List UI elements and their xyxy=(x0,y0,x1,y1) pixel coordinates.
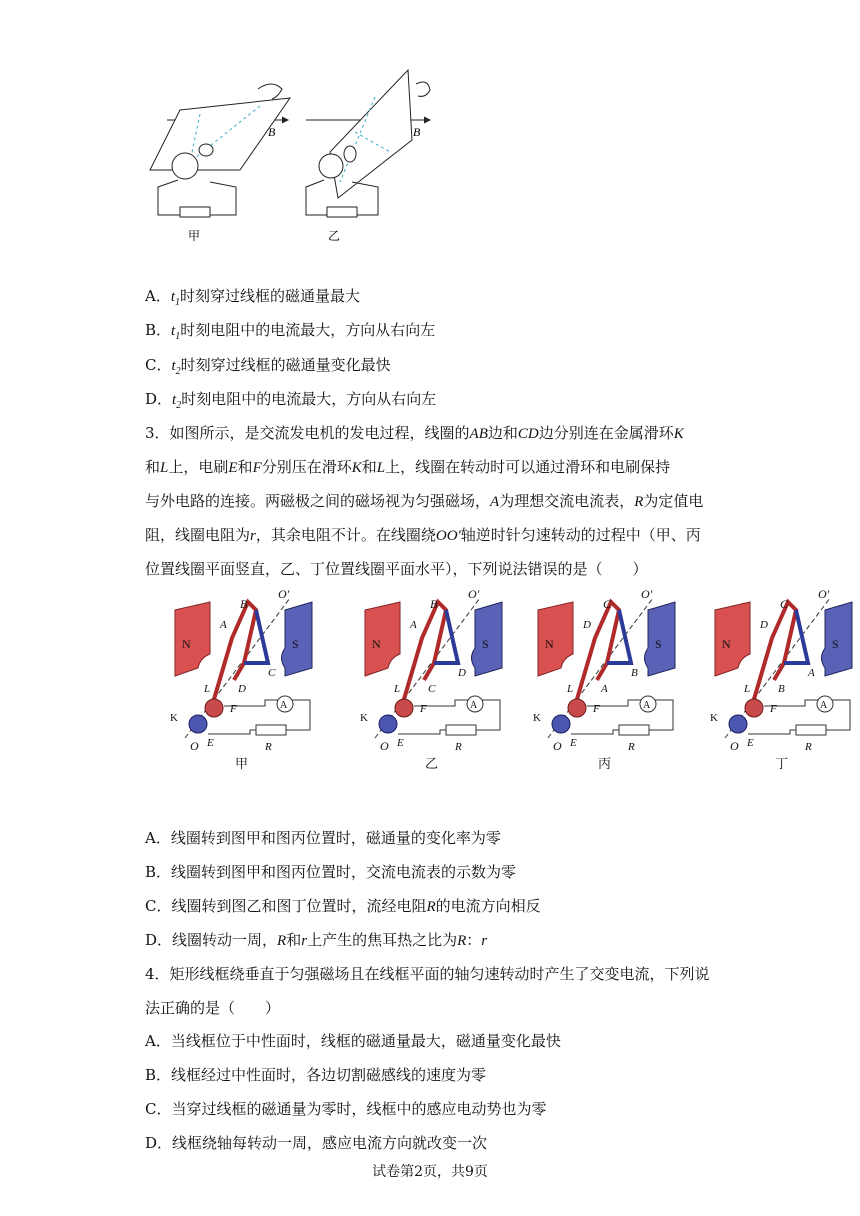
q3-option-c: C．线圈转到图乙和图丁位置时，流经电阻R的电流方向相反 xyxy=(145,897,541,915)
brush-label-e: E xyxy=(570,737,577,749)
generator-positions-figure xyxy=(160,588,860,778)
coil-label-right: D xyxy=(458,667,466,679)
generator-panel-4 xyxy=(710,588,852,771)
q3-stem-line-1: 3．如图所示，是交流发电机的发电过程，线圈的AB边和CD边分别连在金属滑环K xyxy=(145,424,684,442)
panel-caption: 丙 xyxy=(598,756,612,771)
coil-label-bottom: A xyxy=(601,683,608,695)
coil-red xyxy=(575,602,619,706)
coil-label-left: D xyxy=(583,619,591,631)
resistor xyxy=(446,725,476,735)
sketch-yi xyxy=(306,70,430,217)
ammeter-label: A xyxy=(280,700,288,711)
slip-ring-k xyxy=(379,715,397,733)
q2-option-d: D．$t_2$时刻电阻中的电流最大，方向从右向左 xyxy=(145,390,437,411)
generator-sketch-figure xyxy=(140,62,440,247)
resistor xyxy=(256,725,286,735)
magnet-n-label: N xyxy=(545,637,554,651)
q4-option-c: C．当穿过线框的磁通量为零时，线框中的感应电动势也为零 xyxy=(145,1100,547,1118)
coil-label-top: C xyxy=(780,597,789,611)
ring-label-l: L xyxy=(204,683,211,695)
brush-label-f: F xyxy=(420,703,427,715)
axis-label-o-prime: O′ xyxy=(278,588,290,601)
brush-label-e: E xyxy=(397,737,404,749)
ring-label-l: L xyxy=(744,683,751,695)
coil-label-bottom: B xyxy=(778,683,785,695)
ring-label-k: K xyxy=(360,712,368,724)
q3-stem-line-3: 与外电路的连接。两磁极之间的磁场视为匀强磁场，A为理想交流电流表，R为定值电 xyxy=(145,492,704,510)
sketch-jia xyxy=(150,84,290,217)
resistor-label: R xyxy=(455,741,462,753)
q3-option-d: D．线圈转动一周，R和r上产生的焦耳热之比为R：r xyxy=(145,931,488,949)
resistor-label: R xyxy=(628,741,635,753)
axis-label-o-prime: O′ xyxy=(468,588,480,601)
brush-label-e: E xyxy=(207,737,214,749)
coil-label-bottom: C xyxy=(428,683,436,695)
generator-panel-3 xyxy=(533,588,675,771)
coil-label-left: D xyxy=(760,619,768,631)
resistor-label: R xyxy=(805,741,812,753)
coil-label-left: A xyxy=(220,619,227,631)
q3-option-b: B．线圈转到图甲和图丙位置时，交流电流表的示数为零 xyxy=(145,863,517,881)
coil-red xyxy=(402,602,446,706)
q4-stem-line-1: 4．矩形线框绕垂直于匀强磁场且在线框平面的轴匀速转动时产生了交变电流，下列说 xyxy=(145,965,710,983)
coil-label-right: A xyxy=(808,667,815,679)
caption-yi: 乙 xyxy=(328,229,341,243)
q4-option-b: B．线框经过中性面时，各边切割磁感线的速度为零 xyxy=(145,1066,487,1084)
ring-label-k: K xyxy=(533,712,541,724)
resistor-label: R xyxy=(265,741,272,753)
q4-option-d: D．线框绕轴每转动一周，感应电流方向就改变一次 xyxy=(145,1134,488,1152)
ammeter-label: A xyxy=(643,700,651,711)
magnet-n-label: N xyxy=(722,637,731,651)
generator-panel-2 xyxy=(360,588,502,771)
ammeter-label: A xyxy=(820,700,828,711)
magnet-n-label: N xyxy=(372,637,381,651)
ring-label-k: K xyxy=(170,712,178,724)
panel-caption: 甲 xyxy=(235,756,249,771)
magnet-s-label: S xyxy=(655,637,662,651)
magnet-n-label: N xyxy=(182,637,191,651)
coil-label-bottom: D xyxy=(238,683,246,695)
q3-stem-line-4: 阻，线圈电阻为r，其余电阻不计。在线圈绕OO'轴逆时针匀速转动的过程中（甲、丙 xyxy=(145,526,701,544)
q4-stem-line-2: 法正确的是（ ） xyxy=(145,999,281,1017)
slip-ring-k xyxy=(189,715,207,733)
axis-label-o: O xyxy=(380,739,389,753)
q3-option-a: A．线圈转到图甲和图丙位置时，磁通量的变化率为零 xyxy=(145,829,501,847)
axis-label-o-prime: O′ xyxy=(641,588,653,601)
panel-caption: 丁 xyxy=(775,756,789,771)
q2-option-a: A．$t_1$时刻穿过线框的磁通量最大 xyxy=(145,287,361,308)
brush-label-e: E xyxy=(747,737,754,749)
slip-ring-l xyxy=(395,699,413,717)
coil-label-right: C xyxy=(268,667,276,679)
ring-label-l: L xyxy=(394,683,401,695)
axis-label-o: O xyxy=(730,739,739,753)
q2-option-c: C．$t_2$时刻穿过线框的磁通量变化最快 xyxy=(145,356,391,377)
page-footer: 试卷第2页，共9页 xyxy=(372,1164,488,1180)
coil-label-top: C xyxy=(603,597,612,611)
slip-ring-l xyxy=(745,699,763,717)
panel-caption: 乙 xyxy=(425,756,439,771)
coil-label-right: B xyxy=(631,667,638,679)
magnet-s-label: S xyxy=(292,637,299,651)
q3-stem-line-2: 和L上，电刷E和F分别压在滑环K和L上，线圈在转动时可以通过滑环和电刷保持 xyxy=(145,458,671,476)
generator-panel-1 xyxy=(170,588,312,771)
ammeter-label: A xyxy=(470,700,478,711)
magnet-s-label: S xyxy=(482,637,489,651)
field-label-b-2: B xyxy=(413,125,421,139)
slip-ring-k xyxy=(729,715,747,733)
ring-label-l: L xyxy=(567,683,574,695)
q4-option-a: A．当线框位于中性面时，线框的磁通量最大，磁通量变化最快 xyxy=(145,1032,561,1050)
q3-figure xyxy=(160,588,860,778)
slip-ring-l xyxy=(205,699,223,717)
slip-ring-l xyxy=(568,699,586,717)
resistor xyxy=(619,725,649,735)
caption-jia: 甲 xyxy=(188,229,201,243)
coil-red xyxy=(752,602,796,706)
coil-red xyxy=(212,602,256,706)
slip-ring-k xyxy=(552,715,570,733)
magnet-s-label: S xyxy=(832,637,839,651)
axis-label-o: O xyxy=(190,739,199,753)
brush-label-f: F xyxy=(230,703,237,715)
q3-stem-line-5: 位置线圈平面竖直，乙、丁位置线圈平面水平），下列说法错误的是（ ） xyxy=(145,560,648,578)
q2-option-b: B．$t_1$时刻电阻中的电流最大，方向从右向左 xyxy=(145,321,436,342)
field-label-b: B xyxy=(268,125,276,139)
resistor xyxy=(796,725,826,735)
axis-label-o-prime: O′ xyxy=(818,588,830,601)
coil-label-top: B xyxy=(430,597,438,611)
brush-label-f: F xyxy=(770,703,777,715)
brush-label-f: F xyxy=(593,703,600,715)
ring-label-k: K xyxy=(710,712,718,724)
coil-label-top: B xyxy=(240,597,248,611)
axis-label-o: O xyxy=(553,739,562,753)
coil-label-left: A xyxy=(410,619,417,631)
